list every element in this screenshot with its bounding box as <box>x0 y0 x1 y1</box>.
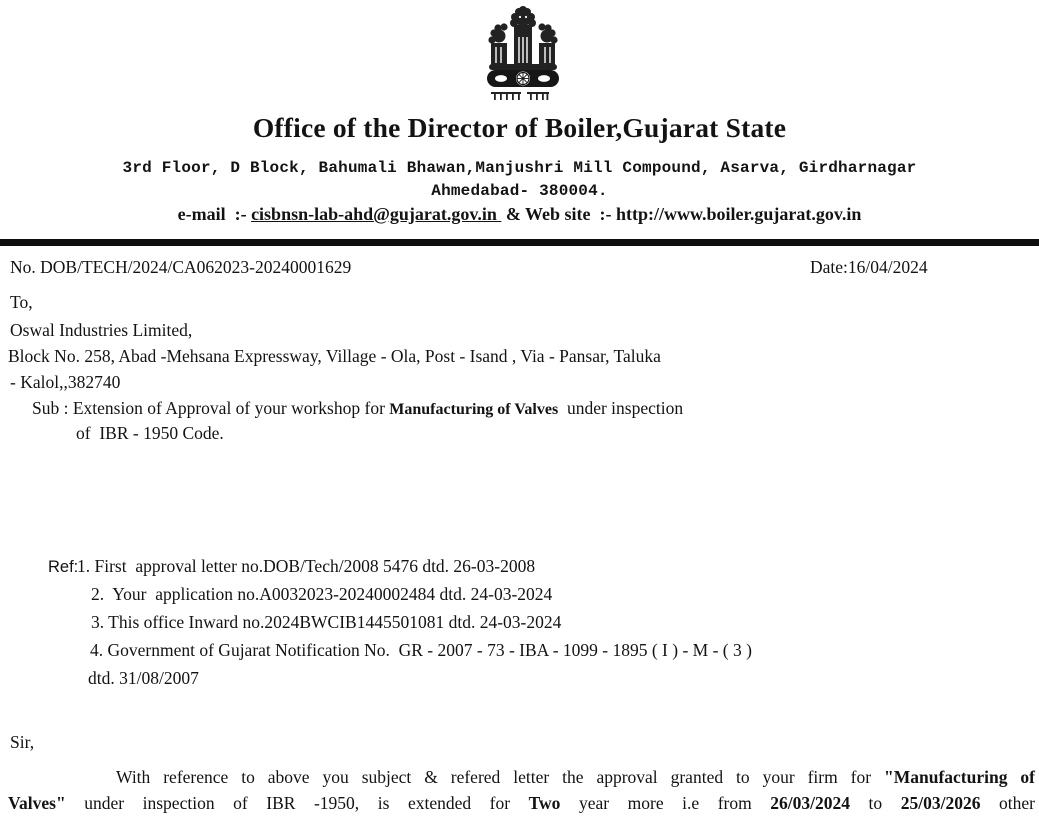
letter-date: Date:16/04/2024 <box>810 257 928 277</box>
body-salutation: Sir, <box>10 732 35 752</box>
ref-item-2: 2. Your application no.A0032023-20240002484 dtd. 24-03-2024 <box>91 584 553 604</box>
office-address-line1: 3rd Floor, D Block, Bahumali Bhawan,Manjushri Mill Compound, Asarva, Girdharnagar <box>122 159 917 177</box>
ref-label: Ref: <box>48 558 79 576</box>
recipient-salutation: To, <box>10 292 33 312</box>
ref-item-3: 3. This office Inward no.2024BWCIB1445501081 dtd. 24-03-2024 <box>91 612 562 632</box>
header-divider <box>0 239 1039 246</box>
body-paragraph-line2 <box>8 790 1035 816</box>
subject-label: Sub : <box>32 398 73 418</box>
subject-line2: of IBR - 1950 Code. <box>76 423 224 443</box>
ref-item-4: 4. Government of Gujarat Notification No. GR - 2007 - 73 - IBA - 1099 - 1895 ( I ) - M - ( 3 ) <box>90 640 752 660</box>
emblem-motto <box>491 92 549 100</box>
email-label: e-mail :- <box>177 204 252 224</box>
office-title: Office of the Director of Boiler,Gujarat State <box>252 112 787 143</box>
recipient-address-line2: - Kalol,,382740 <box>10 372 121 392</box>
recipient-address-line1: Block No. 258, Abad -Mehsana Expressway, Village - Ola, Post - Isand , Via - Pansar, Taluka <box>8 346 661 366</box>
subject-text: Extension of Approval of your workshop for Manufacturing of Valves under inspection <box>72 398 684 418</box>
ref-item-4-continuation: dtd. 31/08/2007 <box>88 668 199 688</box>
email-link[interactable]: cisbnsn-lab-ahd@gujarat.gov.in <box>251 204 502 224</box>
website-text: & Web site :- http://www.boiler.gujarat.gov.in <box>501 204 862 224</box>
body-line1-text: With reference to above you subject & refered letter the approval granted to your firm for "Manufacturing of <box>116 767 1035 787</box>
letter-ref-number: No. DOB/TECH/2024/CA062023-20240001629 <box>10 257 352 277</box>
ref-item-1: 1. First approval letter no.DOB/Tech/2008 5476 dtd. 26-03-2008 <box>77 556 536 576</box>
contact-line <box>0 204 1039 225</box>
body-line2-text: Valves" under inspection of IBR -1950, is extended for Two year more i.e from 26/03/2024 to 25/03/2026 other <box>8 793 1035 813</box>
subject-line1 <box>32 398 683 419</box>
emblem-abacus <box>487 70 559 87</box>
office-address-line2: Ahmedabad- 380004. <box>431 182 608 200</box>
body-paragraph-line1 <box>8 764 1035 790</box>
ashoka-emblem-icon <box>478 3 568 103</box>
recipient-name: Oswal Industries Limited, <box>10 320 193 340</box>
